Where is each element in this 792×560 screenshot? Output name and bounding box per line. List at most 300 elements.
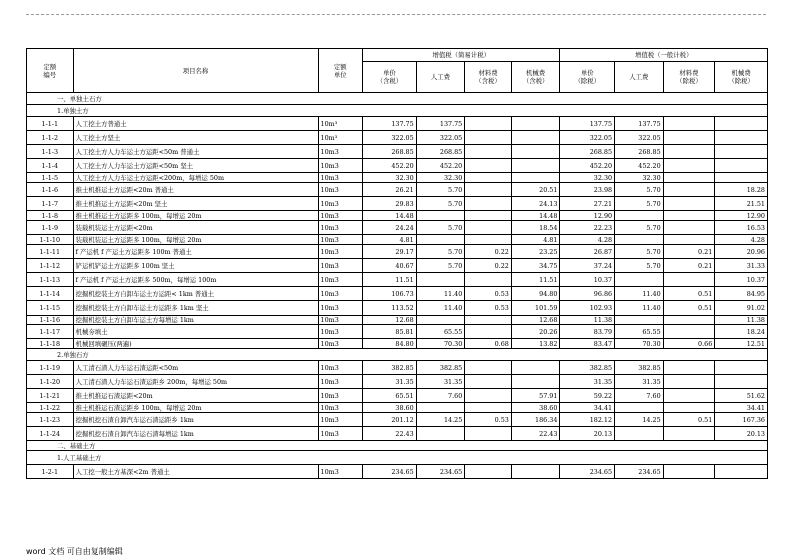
cell-general-labor: 11.40	[615, 287, 664, 301]
cell-general-labor: 31.35	[615, 375, 664, 389]
table-row	[27, 301, 768, 315]
cell-general-price: 20.13	[560, 427, 615, 441]
row-unit: 10m3	[318, 403, 363, 413]
cell-simple-machine: 14.48	[511, 211, 560, 221]
cell-simple-material	[465, 315, 512, 325]
row-name: 人工挖土方人力车运土方运距<50m 坚土	[73, 159, 318, 173]
cell-simple-machine: 38.60	[511, 403, 560, 413]
section-title: 1.人工基础土方	[27, 451, 768, 465]
cell-general-labor: 234.65	[615, 465, 664, 479]
table-row	[27, 245, 768, 259]
cell-simple-material	[465, 325, 512, 339]
table-row	[27, 131, 768, 145]
cell-general-machine: 21.51	[715, 197, 768, 211]
cell-general-labor: 70.30	[615, 339, 664, 349]
cell-general-machine: 31.33	[715, 259, 768, 273]
header-unit: 定额 单位	[318, 49, 363, 93]
cell-simple-price: 14.48	[363, 211, 417, 221]
cell-simple-labor: 452.20	[416, 159, 465, 173]
row-unit: 10m3	[318, 221, 363, 235]
cell-simple-machine: 4.81	[511, 235, 560, 245]
cell-general-labor: 452.20	[615, 159, 664, 173]
cell-general-machine	[715, 173, 768, 183]
cell-general-machine: 11.38	[715, 315, 768, 325]
cell-general-material	[663, 197, 715, 211]
cell-general-price: 22.23	[560, 221, 615, 235]
table-row	[27, 221, 768, 235]
table-row	[27, 259, 768, 273]
cell-simple-price: 31.35	[363, 375, 417, 389]
table-row	[27, 339, 768, 349]
cell-simple-material	[465, 427, 512, 441]
cell-simple-machine	[511, 145, 560, 159]
row-code: 1-1-4	[27, 159, 74, 173]
cell-simple-price: 22.43	[363, 427, 417, 441]
cell-general-machine	[715, 145, 768, 159]
row-unit: 10m3	[318, 287, 363, 301]
cell-general-labor: 65.55	[615, 325, 664, 339]
cell-simple-material	[465, 145, 512, 159]
cell-simple-machine: 94.80	[511, 287, 560, 301]
cell-simple-machine: 20.51	[511, 183, 560, 197]
cell-simple-machine: 101.59	[511, 301, 560, 315]
table-row	[27, 287, 768, 301]
section-row	[27, 451, 768, 465]
cell-simple-labor: 234.65	[416, 465, 465, 479]
row-code: 1-1-19	[27, 361, 74, 375]
section-row	[27, 349, 768, 361]
cell-simple-labor: 382.85	[416, 361, 465, 375]
row-code: 1-1-2	[27, 131, 74, 145]
header-name: 项目名称	[73, 49, 318, 93]
cell-general-material	[663, 211, 715, 221]
section-row	[27, 105, 768, 117]
cell-simple-material	[465, 183, 512, 197]
cell-simple-material	[465, 117, 512, 131]
row-name: 挖掘机挖装土方自卸车运土方每增运 1km	[73, 315, 318, 325]
cell-simple-machine: 12.68	[511, 315, 560, 325]
row-name: 挖掘机挖装土方自卸车运土方运距多 1km 坚土	[73, 301, 318, 315]
cell-general-labor	[615, 427, 664, 441]
row-code: 1-1-18	[27, 339, 74, 349]
row-code: 1-1-11	[27, 245, 74, 259]
cell-simple-machine: 13.82	[511, 339, 560, 349]
row-name: 人工挖土方普通土	[73, 117, 318, 131]
cell-general-price: 268.85	[560, 145, 615, 159]
cell-simple-material	[465, 221, 512, 235]
cell-general-material	[663, 375, 715, 389]
cell-general-material	[663, 389, 715, 403]
top-dashed-rule	[26, 14, 766, 15]
cell-simple-price: 4.81	[363, 235, 417, 245]
header-general-price: 单价 （除税）	[560, 62, 615, 93]
cell-simple-machine: 24.13	[511, 197, 560, 211]
row-unit: 10m³	[318, 131, 363, 145]
table-row	[27, 427, 768, 441]
cell-general-price: 182.12	[560, 413, 615, 427]
cell-simple-price: 84.80	[363, 339, 417, 349]
header-simple-labor: 人工费	[416, 62, 465, 93]
cell-simple-machine	[511, 117, 560, 131]
cell-general-labor	[615, 273, 664, 287]
cell-simple-labor: 31.35	[416, 375, 465, 389]
table-row	[27, 117, 768, 131]
cell-general-labor: 322.05	[615, 131, 664, 145]
cell-simple-price: 65.51	[363, 389, 417, 403]
cell-general-price: 10.37	[560, 273, 615, 287]
cell-general-labor	[615, 235, 664, 245]
cell-general-price: 59.22	[560, 389, 615, 403]
cell-simple-price: 268.85	[363, 145, 417, 159]
cell-general-labor	[615, 211, 664, 221]
cell-simple-material	[465, 375, 512, 389]
row-code: 1-1-24	[27, 427, 74, 441]
table-row	[27, 315, 768, 325]
row-unit: 10m3	[318, 301, 363, 315]
row-name: 推土机推运石渣运距<20m	[73, 389, 318, 403]
cell-general-labor: 7.60	[615, 389, 664, 403]
cell-general-labor: 5.70	[615, 221, 664, 235]
cell-general-material	[663, 145, 715, 159]
cell-simple-price: 452.20	[363, 159, 417, 173]
cell-general-material	[663, 465, 715, 479]
cell-general-labor: 5.70	[615, 183, 664, 197]
cell-general-price: 102.93	[560, 301, 615, 315]
cell-simple-labor: 14.25	[416, 413, 465, 427]
cell-general-machine	[715, 361, 768, 375]
cell-general-labor: 137.75	[615, 117, 664, 131]
cell-simple-machine	[511, 131, 560, 145]
cell-simple-material	[465, 389, 512, 403]
cell-general-price: 137.75	[560, 117, 615, 131]
table-body	[27, 93, 768, 479]
cell-general-labor	[615, 315, 664, 325]
table-row	[27, 173, 768, 183]
cell-simple-labor: 268.85	[416, 145, 465, 159]
row-code: 1-1-9	[27, 221, 74, 235]
cell-simple-labor: 11.40	[416, 301, 465, 315]
table-row	[27, 413, 768, 427]
row-name: 人工挖土方人力车运土方运距<50m 普通土	[73, 145, 318, 159]
cell-general-machine: 10.37	[715, 273, 768, 287]
row-unit: 10m3	[318, 211, 363, 221]
row-name: 装载机装运土方运距多 100m，每增运 20m	[73, 235, 318, 245]
section-title: 1.单独土方	[27, 105, 768, 117]
cell-general-machine	[715, 117, 768, 131]
table-row	[27, 465, 768, 479]
cell-general-price: 4.28	[560, 235, 615, 245]
row-name: 人工挖一般土方基深<2m 普通土	[73, 465, 318, 479]
row-code: 1-1-15	[27, 301, 74, 315]
cell-general-material	[663, 131, 715, 145]
cell-general-price: 37.24	[560, 259, 615, 273]
cell-simple-machine	[511, 465, 560, 479]
cell-simple-machine	[511, 159, 560, 173]
row-code: 1-1-17	[27, 325, 74, 339]
section-title: 2.单独石方	[27, 349, 768, 361]
cell-simple-machine: 57.91	[511, 389, 560, 403]
row-name: 挖掘机挖石渣自卸汽车运石渣运距乡 1km	[73, 413, 318, 427]
cell-simple-material: 0.68	[465, 339, 512, 349]
cell-general-machine: 34.41	[715, 403, 768, 413]
cell-simple-material: 0.53	[465, 287, 512, 301]
row-name: 挖掘机挖石渣自卸汽车运石渣每增运 1km	[73, 427, 318, 441]
cell-simple-price: 29.83	[363, 197, 417, 211]
cell-general-price: 83.79	[560, 325, 615, 339]
cell-general-labor: 11.40	[615, 301, 664, 315]
cell-general-machine: 20.13	[715, 427, 768, 441]
cell-general-material	[663, 361, 715, 375]
table-row	[27, 325, 768, 339]
cell-simple-material: 0.53	[465, 301, 512, 315]
row-code: 1-1-1	[27, 117, 74, 131]
row-unit: 10m3	[318, 183, 363, 197]
row-unit: 10m3	[318, 465, 363, 479]
header-simple-price: 单价 （含税）	[363, 62, 417, 93]
row-unit: 10m3	[318, 159, 363, 173]
cell-simple-machine	[511, 361, 560, 375]
cell-simple-material	[465, 403, 512, 413]
table-row	[27, 361, 768, 375]
header-group-general: 增值税（一般计税）	[560, 49, 768, 62]
row-code: 1-1-13	[27, 273, 74, 287]
row-code: 1-1-3	[27, 145, 74, 159]
cell-general-machine: 51.62	[715, 389, 768, 403]
row-unit: 10m3	[318, 413, 363, 427]
cell-simple-labor: 5.70	[416, 245, 465, 259]
cell-general-machine: 12.51	[715, 339, 768, 349]
cell-simple-material: 0.22	[465, 245, 512, 259]
table-row	[27, 145, 768, 159]
cell-simple-machine: 23.25	[511, 245, 560, 259]
row-unit: 10m3	[318, 375, 363, 389]
cell-simple-price: 11.51	[363, 273, 417, 287]
row-unit: 10m3	[318, 145, 363, 159]
row-code: 1-1-21	[27, 389, 74, 403]
cell-general-price: 26.87	[560, 245, 615, 259]
cell-simple-machine: 186.34	[511, 413, 560, 427]
row-unit: 10m3	[318, 273, 363, 287]
cell-simple-labor: 5.70	[416, 259, 465, 273]
cell-simple-machine: 18.54	[511, 221, 560, 235]
cell-simple-price: 234.65	[363, 465, 417, 479]
cell-simple-price: 106.73	[363, 287, 417, 301]
row-code: 1-1-22	[27, 403, 74, 413]
cell-general-material	[663, 427, 715, 441]
row-unit: 10m3	[318, 389, 363, 403]
cell-simple-labor: 70.30	[416, 339, 465, 349]
cell-simple-material	[465, 235, 512, 245]
cell-general-machine	[715, 131, 768, 145]
quota-table	[26, 48, 768, 479]
cell-general-labor: 268.85	[615, 145, 664, 159]
cell-general-machine	[715, 375, 768, 389]
footer-note: word 文档 可自由复制编辑	[26, 547, 123, 556]
row-code: 1-1-8	[27, 211, 74, 221]
cell-simple-labor	[416, 235, 465, 245]
table-row	[27, 235, 768, 245]
section-row	[27, 93, 768, 105]
cell-simple-price: 113.52	[363, 301, 417, 315]
cell-simple-labor: 137.75	[416, 117, 465, 131]
cell-general-material: 0.66	[663, 339, 715, 349]
cell-general-price: 452.20	[560, 159, 615, 173]
table-row	[27, 403, 768, 413]
cell-general-material	[663, 273, 715, 287]
row-code: 1-1-14	[27, 287, 74, 301]
header-simple-machine: 机械费 （含税）	[511, 62, 560, 93]
table-row	[27, 273, 768, 287]
row-name: 推土机推运石渣运距乡 100m，每增运 20m	[73, 403, 318, 413]
cell-simple-material	[465, 131, 512, 145]
cell-general-material	[663, 159, 715, 173]
cell-general-price: 234.65	[560, 465, 615, 479]
cell-general-machine: 18.24	[715, 325, 768, 339]
cell-general-machine: 91.02	[715, 301, 768, 315]
cell-general-machine: 167.36	[715, 413, 768, 427]
cell-general-machine: 4.28	[715, 235, 768, 245]
row-code: 1-1-10	[27, 235, 74, 245]
cell-simple-price: 29.17	[363, 245, 417, 259]
cell-general-material: 0.21	[663, 259, 715, 273]
cell-general-material: 0.51	[663, 413, 715, 427]
cell-simple-price: 12.68	[363, 315, 417, 325]
row-code: 1-1-5	[27, 173, 74, 183]
cell-simple-machine: 20.26	[511, 325, 560, 339]
header-general-machine: 机械费 （除税）	[715, 62, 768, 93]
cell-simple-price: 382.85	[363, 361, 417, 375]
header-group-simple: 增值税（简易计税）	[363, 49, 560, 62]
cell-simple-material: 0.53	[465, 413, 512, 427]
cell-general-machine: 18.28	[715, 183, 768, 197]
cell-general-material	[663, 221, 715, 235]
cell-simple-material	[465, 159, 512, 173]
row-name: 人工挖土方人力车运土方运距<200m，每增运 50m	[73, 173, 318, 183]
cell-general-price: 34.41	[560, 403, 615, 413]
cell-general-machine: 84.95	[715, 287, 768, 301]
row-name: 推土机推运土方运距多 100m，每增运 20m	[73, 211, 318, 221]
row-unit: 10m3	[318, 235, 363, 245]
row-unit: 10m³	[318, 117, 363, 131]
row-name: 铲运机铲运土方运距多 100m 坚土	[73, 259, 318, 273]
cell-simple-labor	[416, 211, 465, 221]
cell-simple-price: 201.12	[363, 413, 417, 427]
cell-simple-labor	[416, 427, 465, 441]
cell-simple-price: 38.60	[363, 403, 417, 413]
row-unit: 10m3	[318, 325, 363, 339]
cell-simple-material	[465, 361, 512, 375]
cell-general-labor: 382.85	[615, 361, 664, 375]
cell-simple-material	[465, 173, 512, 183]
cell-simple-machine: 22.43	[511, 427, 560, 441]
section-title: 一、单独土石方	[27, 93, 768, 105]
cell-general-labor: 32.30	[615, 173, 664, 183]
row-name: 装载机装运土方运距<20m	[73, 221, 318, 235]
cell-general-material	[663, 183, 715, 197]
row-name: 推土机推运土方运距<20m 坚土	[73, 197, 318, 211]
cell-general-labor: 14.25	[615, 413, 664, 427]
cell-simple-labor	[416, 403, 465, 413]
cell-general-material	[663, 315, 715, 325]
cell-general-material	[663, 117, 715, 131]
row-unit: 10m3	[318, 361, 363, 375]
section-title: 二、基础土方	[27, 441, 768, 451]
table-row	[27, 389, 768, 403]
cell-general-material	[663, 235, 715, 245]
table-row	[27, 375, 768, 389]
cell-simple-labor: 5.70	[416, 197, 465, 211]
cell-general-material	[663, 173, 715, 183]
row-code: 1-1-23	[27, 413, 74, 427]
cell-general-price: 96.86	[560, 287, 615, 301]
row-name: 机械回填碾压(两遍)	[73, 339, 318, 349]
row-name: 推土机推运土方运距<20m 普通土	[73, 183, 318, 197]
cell-simple-labor	[416, 315, 465, 325]
cell-simple-labor: 32.30	[416, 173, 465, 183]
cell-simple-labor: 11.40	[416, 287, 465, 301]
row-code: 1-2-1	[27, 465, 74, 479]
cell-simple-machine	[511, 173, 560, 183]
row-name: 人工挖土方坚土	[73, 131, 318, 145]
row-unit: 10m3	[318, 173, 363, 183]
row-unit: 10m3	[318, 197, 363, 211]
cell-general-price: 382.85	[560, 361, 615, 375]
cell-general-machine	[715, 159, 768, 173]
cell-general-price: 32.30	[560, 173, 615, 183]
table-row	[27, 211, 768, 221]
row-unit: 10m3	[318, 259, 363, 273]
cell-simple-price: 137.75	[363, 117, 417, 131]
cell-general-material: 0.21	[663, 245, 715, 259]
cell-simple-labor: 322.05	[416, 131, 465, 145]
cell-general-machine: 16.53	[715, 221, 768, 235]
cell-simple-price: 40.67	[363, 259, 417, 273]
cell-simple-labor: 5.70	[416, 221, 465, 235]
cell-simple-material: 0.22	[465, 259, 512, 273]
cell-simple-machine	[511, 375, 560, 389]
cell-simple-labor	[416, 273, 465, 287]
cell-simple-material	[465, 465, 512, 479]
row-name: f 产运机 f 产运土方运距多 500m，每增运 100m	[73, 273, 318, 287]
cell-general-machine: 20.96	[715, 245, 768, 259]
cell-general-material	[663, 403, 715, 413]
cell-general-labor: 5.70	[615, 259, 664, 273]
cell-general-price: 322.05	[560, 131, 615, 145]
cell-simple-price: 24.24	[363, 221, 417, 235]
cell-simple-labor: 5.70	[416, 183, 465, 197]
cell-simple-labor: 65.55	[416, 325, 465, 339]
cell-simple-labor: 7.60	[416, 389, 465, 403]
cell-general-labor	[615, 403, 664, 413]
row-name: 机械夯填土	[73, 325, 318, 339]
cell-general-price: 23.98	[560, 183, 615, 197]
cell-simple-price: 85.81	[363, 325, 417, 339]
cell-simple-machine: 11.51	[511, 273, 560, 287]
row-code: 1-1-12	[27, 259, 74, 273]
cell-general-machine	[715, 465, 768, 479]
cell-general-machine: 12.90	[715, 211, 768, 221]
row-code: 1-1-16	[27, 315, 74, 325]
cell-general-material	[663, 325, 715, 339]
header-general-material: 材料费 （除税）	[663, 62, 715, 93]
row-code: 1-1-20	[27, 375, 74, 389]
row-code: 1-1-6	[27, 183, 74, 197]
cell-simple-material	[465, 273, 512, 287]
cell-general-labor: 5.70	[615, 197, 664, 211]
row-name: 挖掘机挖装土方自卸车运土方运距< 1km 普通土	[73, 287, 318, 301]
cell-general-material: 0.51	[663, 301, 715, 315]
row-code: 1-1-7	[27, 197, 74, 211]
